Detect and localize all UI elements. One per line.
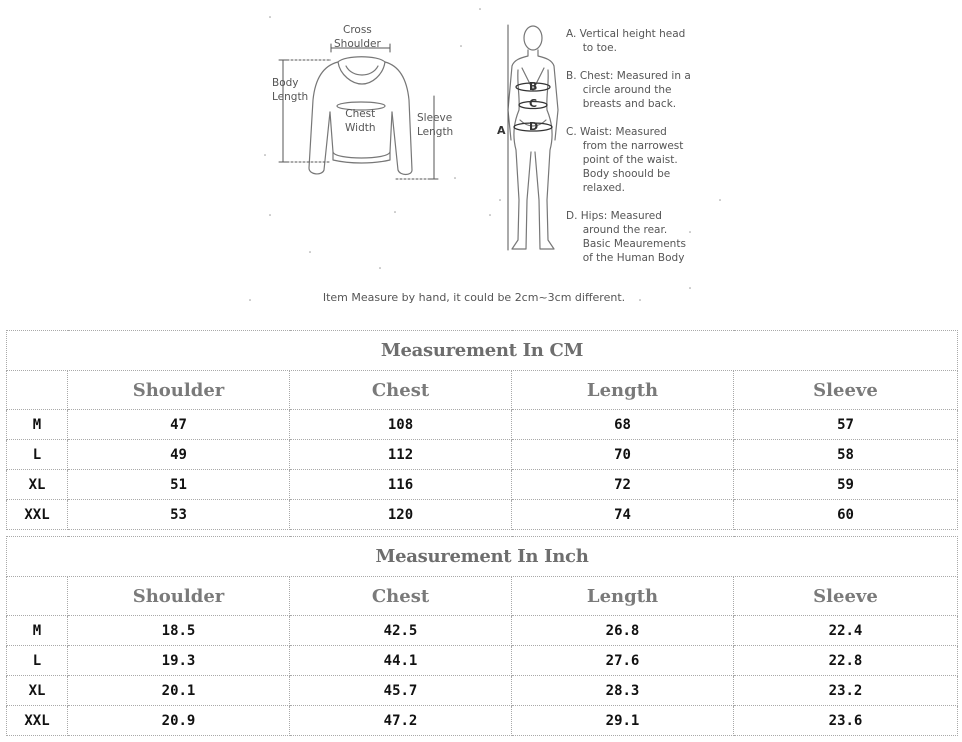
table-title: Measurement In Inch	[7, 537, 958, 577]
shoulder-value: 19.3	[68, 646, 290, 676]
shoulder-value: 51	[68, 470, 290, 500]
length-value: 28.3	[512, 676, 734, 706]
sleeve-value: 23.2	[734, 676, 958, 706]
chest-value: 42.5	[290, 616, 512, 646]
header-chest: Chest	[290, 371, 512, 410]
sleeve-value: 57	[734, 410, 958, 440]
table-row	[7, 470, 958, 500]
chest-value: 112	[290, 440, 512, 470]
measurement-diagram	[0, 0, 962, 325]
table-row	[7, 676, 958, 706]
body-length-label: Body Length	[272, 77, 309, 103]
inch-size-table	[6, 536, 958, 736]
size-label: L	[7, 646, 68, 676]
chest-width-label: Chest Width	[345, 108, 376, 134]
marker-b: B	[529, 80, 538, 93]
length-value: 27.6	[512, 646, 734, 676]
length-value: 74	[512, 500, 734, 530]
cross-shoulder-label: Cross Shoulder	[334, 24, 381, 50]
table-header-row	[7, 371, 958, 410]
chest-value: 45.7	[290, 676, 512, 706]
cm-size-table	[6, 330, 958, 530]
marker-d: D	[529, 120, 539, 133]
table-title-row	[7, 537, 958, 577]
table-row	[7, 646, 958, 676]
length-value: 68	[512, 410, 734, 440]
size-label: L	[7, 440, 68, 470]
table-row	[7, 616, 958, 646]
sleeve-value: 23.6	[734, 706, 958, 736]
header-shoulder: Shoulder	[68, 371, 290, 410]
chest-value: 116	[290, 470, 512, 500]
length-value: 72	[512, 470, 734, 500]
header-sleeve: Sleeve	[734, 371, 958, 410]
sleeve-value: 22.4	[734, 616, 958, 646]
length-value: 70	[512, 440, 734, 470]
shoulder-value: 47	[68, 410, 290, 440]
table-title: Measurement In CM	[7, 331, 958, 371]
table-row	[7, 500, 958, 530]
table-row	[7, 410, 958, 440]
sleeve-value: 60	[734, 500, 958, 530]
marker-c: C	[529, 97, 538, 110]
shoulder-value: 49	[68, 440, 290, 470]
header-shoulder: Shoulder	[68, 577, 290, 616]
chest-value: 108	[290, 410, 512, 440]
description-d: D. Hips: Measured around the rear. Basic Meaurements of the Human Body	[566, 210, 686, 264]
header-length: Length	[512, 577, 734, 616]
sleeve-value: 58	[734, 440, 958, 470]
table-row	[7, 440, 958, 470]
table-row	[7, 706, 958, 736]
marker-a: A	[497, 124, 506, 137]
size-label: XXL	[7, 500, 68, 530]
size-label: M	[7, 616, 68, 646]
length-value: 26.8	[512, 616, 734, 646]
description-c: C. Waist: Measured from the narrowest point of the waist. Body shoould be relaxed.	[566, 126, 684, 194]
description-a: A. Vertical height head to toe.	[566, 28, 686, 54]
table-header-row	[7, 577, 958, 616]
shoulder-value: 53	[68, 500, 290, 530]
header-corner	[7, 371, 68, 410]
chest-value: 47.2	[290, 706, 512, 736]
garment-and-body-illustration	[0, 0, 962, 325]
header-chest: Chest	[290, 577, 512, 616]
size-label: XXL	[7, 706, 68, 736]
table-title-row	[7, 331, 958, 371]
header-sleeve: Sleeve	[734, 577, 958, 616]
sleeve-value: 59	[734, 470, 958, 500]
chest-value: 44.1	[290, 646, 512, 676]
shoulder-value: 18.5	[68, 616, 290, 646]
sleeve-value: 22.8	[734, 646, 958, 676]
human-body-icon	[508, 26, 558, 249]
shoulder-value: 20.1	[68, 676, 290, 706]
shoulder-value: 20.9	[68, 706, 290, 736]
description-b: B. Chest: Measured in a circle around the breasts and back.	[566, 70, 691, 110]
length-value: 29.1	[512, 706, 734, 736]
sleeve-length-label: Sleeve Length	[417, 112, 454, 138]
size-label: XL	[7, 676, 68, 706]
header-length: Length	[512, 371, 734, 410]
measurement-note: Item Measure by hand, it could be 2cm~3cm different.	[322, 291, 626, 304]
size-label: M	[7, 410, 68, 440]
chest-value: 120	[290, 500, 512, 530]
size-label: XL	[7, 470, 68, 500]
header-corner	[7, 577, 68, 616]
